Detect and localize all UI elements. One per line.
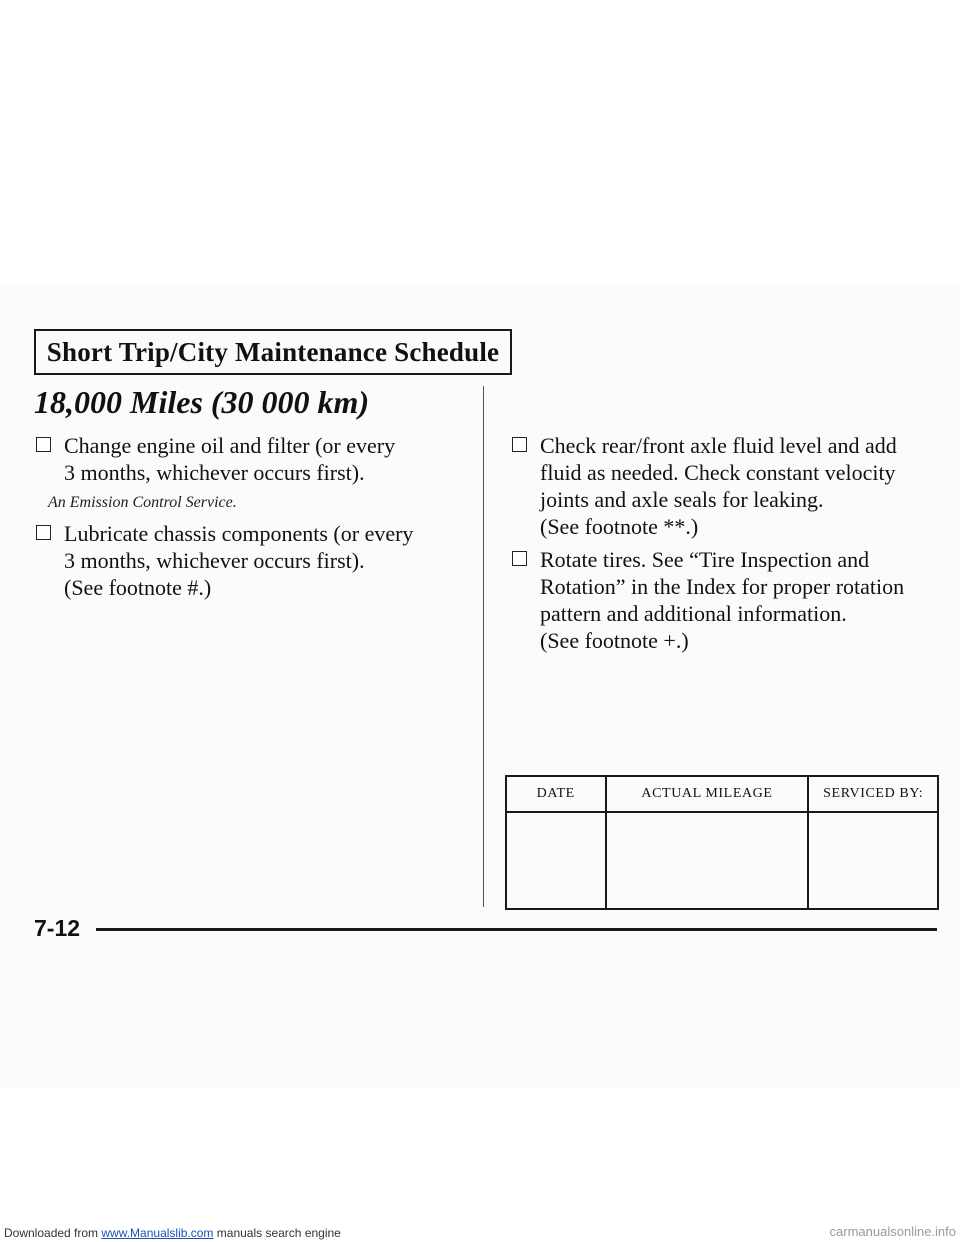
- serviced-by-cell[interactable]: [808, 812, 938, 909]
- item-line: joints and axle seals for leaking.: [540, 487, 824, 512]
- bottom-margin: [0, 1088, 960, 1228]
- emission-note: An Emission Control Service.: [48, 494, 237, 511]
- item-line: (See footnote #.): [64, 575, 212, 600]
- manualslib-link[interactable]: www.Manualslib.com: [101, 1226, 214, 1240]
- item-line: Lubricate chassis components (or every: [64, 521, 414, 546]
- service-item-oil: [34, 432, 454, 514]
- footer-prefix: Downloaded from: [4, 1226, 102, 1240]
- item-line: Change engine oil and filter (or every: [64, 433, 396, 458]
- footer-suffix: manuals search engine: [213, 1226, 341, 1240]
- item-line: Rotation” in the Index for proper rotation: [540, 574, 905, 599]
- service-record-table: [505, 775, 939, 910]
- item-line: fluid as needed. Check constant velocity: [540, 460, 896, 485]
- table-header-row: [506, 776, 938, 812]
- date-cell[interactable]: [506, 812, 606, 909]
- top-margin: [0, 0, 960, 285]
- watermark-text: carmanualsonline.info: [829, 1224, 956, 1239]
- item-line: 3 months, whichever occurs first).: [64, 548, 365, 573]
- footer-rule: [96, 928, 937, 931]
- checkbox-icon[interactable]: [512, 551, 527, 566]
- checkbox-icon[interactable]: [36, 437, 51, 452]
- mileage-heading: 18,000 Miles (30 000 km): [34, 384, 370, 420]
- table-row: [506, 812, 938, 909]
- service-item-chassis: [34, 520, 454, 601]
- actual-mileage-cell[interactable]: [606, 812, 809, 909]
- download-footer: [4, 1226, 341, 1240]
- schedule-title: Short Trip/City Maintenance Schedule: [46, 336, 500, 367]
- left-column: [34, 432, 454, 607]
- checkbox-icon[interactable]: [36, 525, 51, 540]
- checkbox-icon[interactable]: [512, 437, 527, 452]
- column-divider: [483, 386, 484, 907]
- service-item-tires: [510, 546, 930, 654]
- serviced-by-header: SERVICED BY:: [808, 776, 938, 812]
- page-number: 7-12: [34, 915, 81, 941]
- item-line: (See footnote +.): [540, 628, 689, 653]
- actual-mileage-header: ACTUAL MILEAGE: [606, 776, 809, 812]
- item-line: 3 months, whichever occurs first).: [64, 460, 365, 485]
- item-line: pattern and additional information.: [540, 601, 847, 626]
- right-column: [510, 432, 930, 660]
- item-line: (See footnote **.): [540, 514, 699, 539]
- date-header: DATE: [506, 776, 606, 812]
- service-item-axle: [510, 432, 930, 540]
- item-line: Rotate tires. See “Tire Inspection and: [540, 547, 870, 572]
- item-line: Check rear/front axle fluid level and add: [540, 433, 897, 458]
- schedule-title-box: [34, 329, 512, 375]
